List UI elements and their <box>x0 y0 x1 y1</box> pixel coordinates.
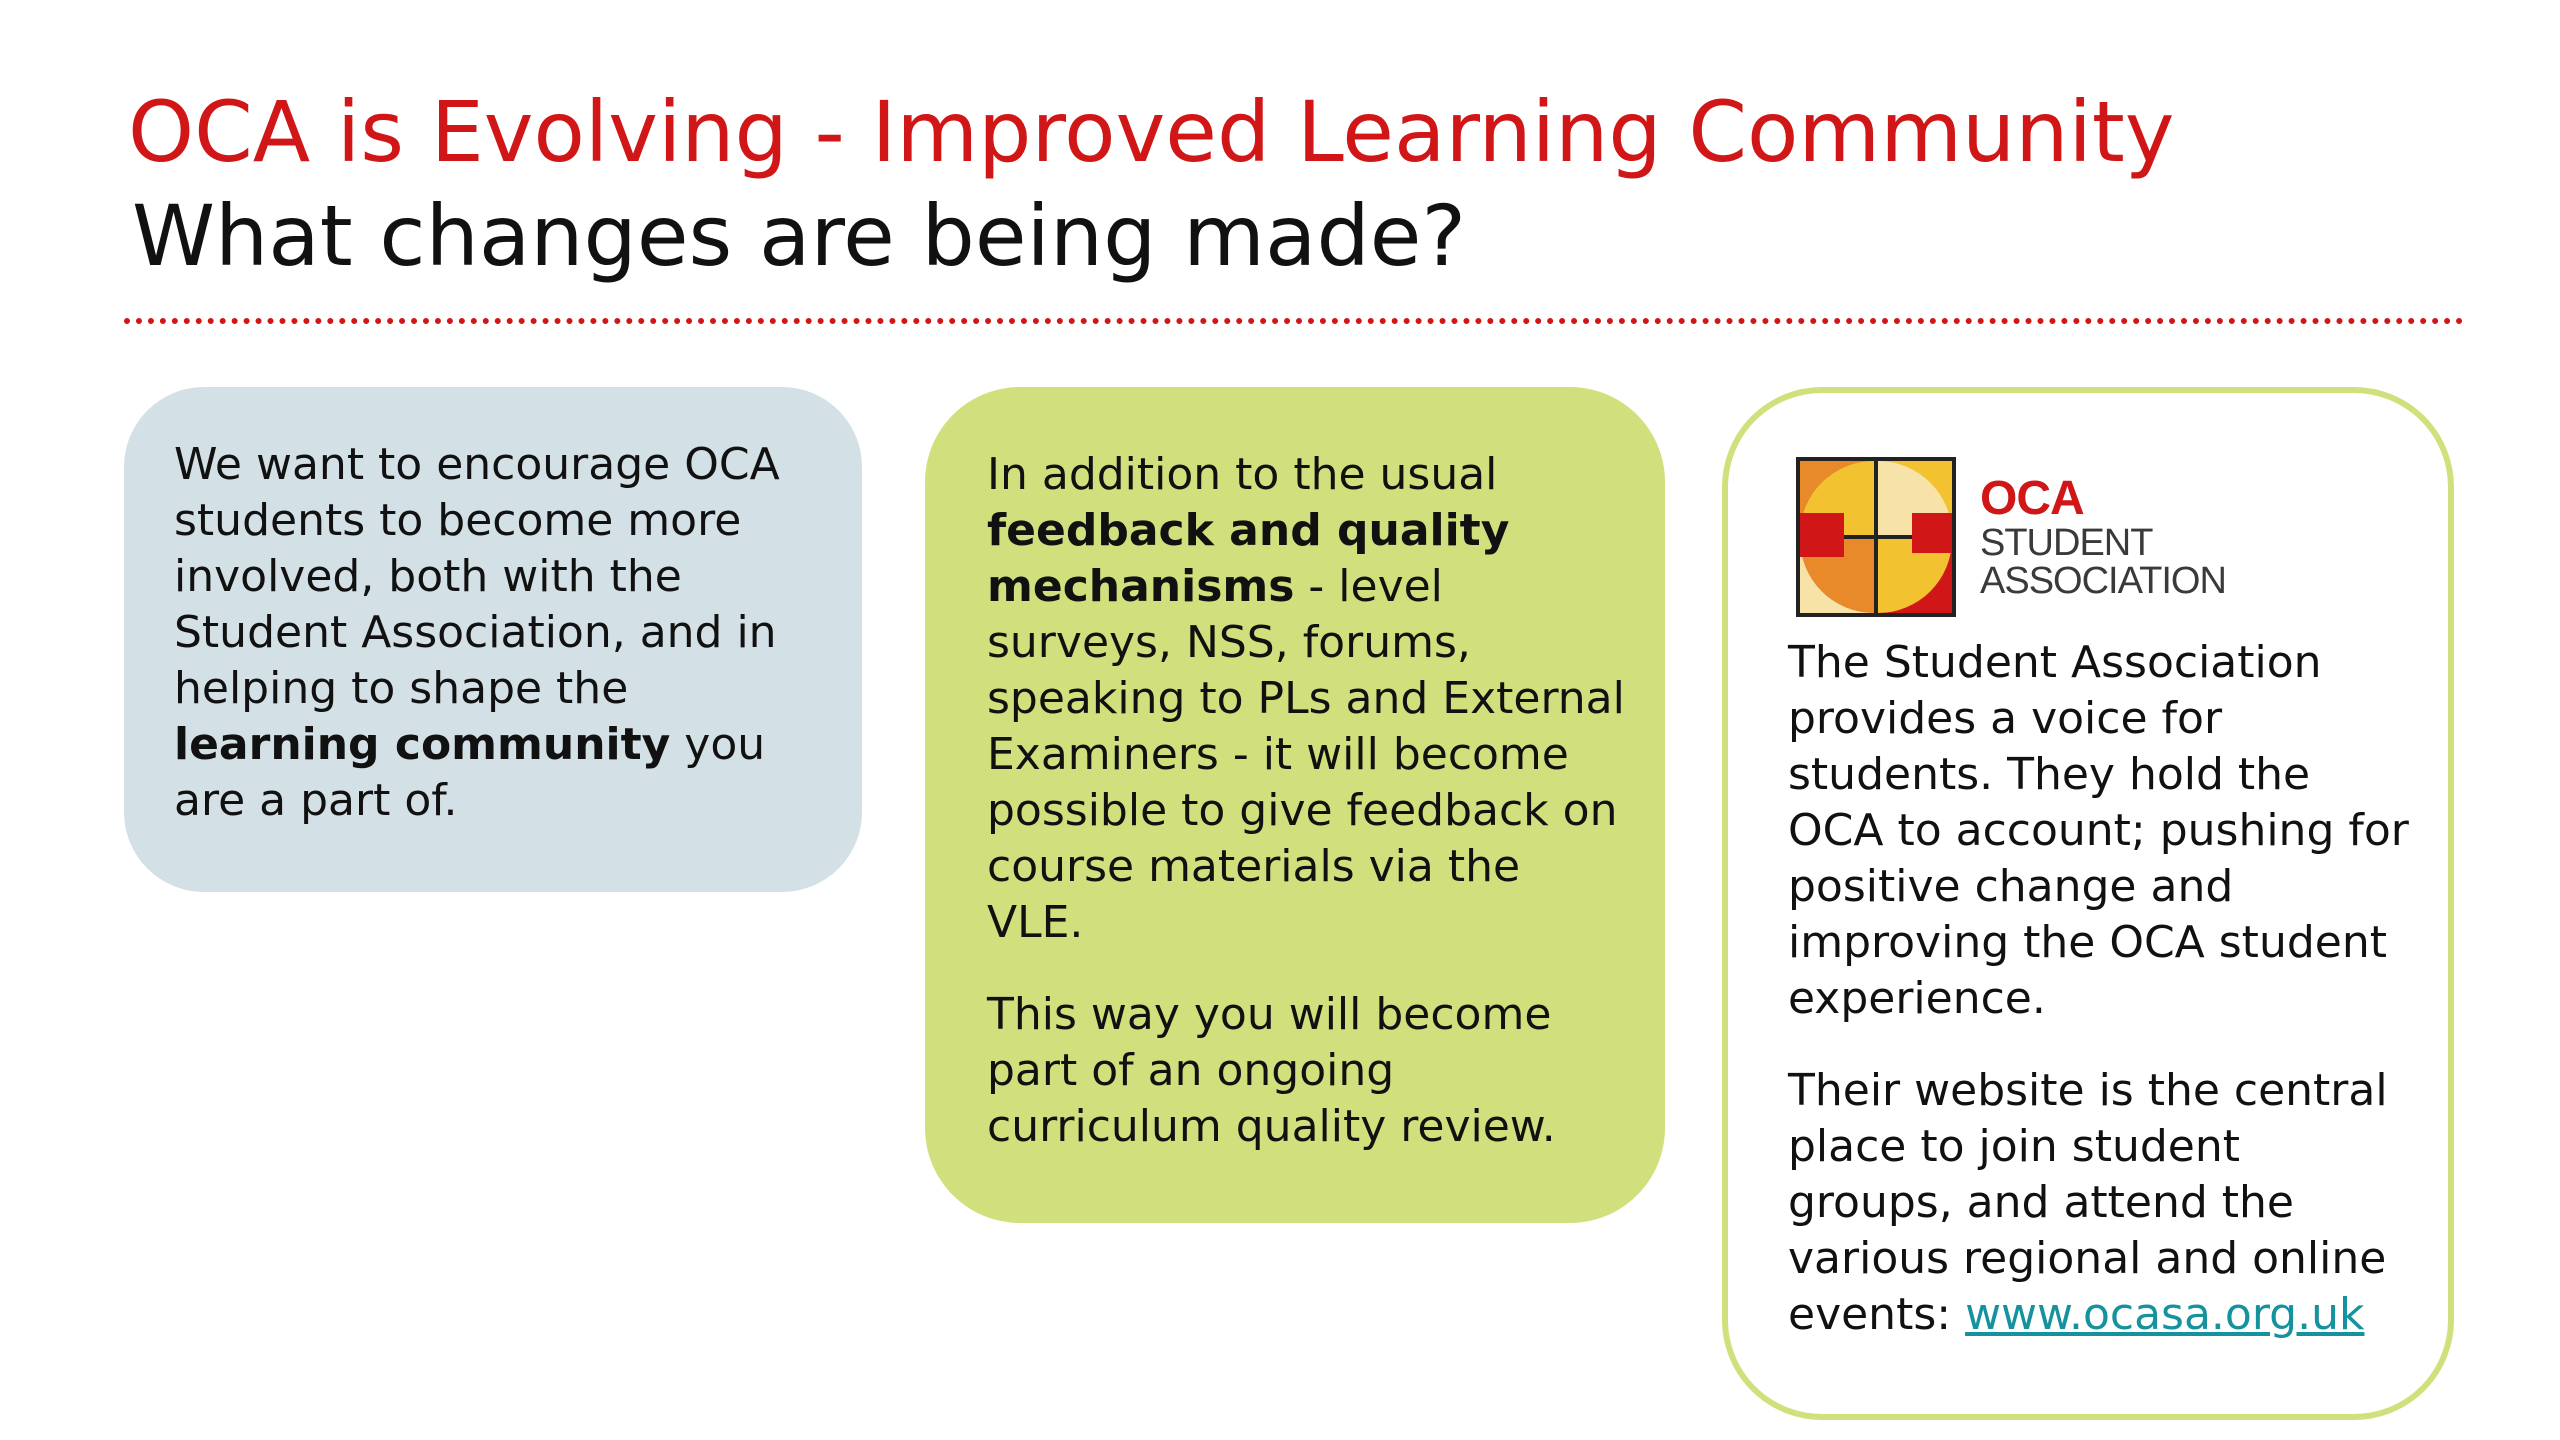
text-segment: you are a part of. <box>174 719 766 826</box>
card-feedback-closing: This way you will become part of an ongoing curriculum quality review. <box>987 989 1556 1152</box>
card-involvement-text <box>174 437 814 829</box>
card-association-description: The Student Association provides a voice for students. They hold the OCA to account; pushing for positive change and improving the OCA student experience. <box>1788 637 2409 1024</box>
logo-association-word: ASSOCIATION <box>1980 560 2226 602</box>
logo-text <box>1980 474 2226 600</box>
text-segment: In addition to the usual <box>987 449 1498 500</box>
card-association-website <box>1788 1063 2418 1343</box>
dotted-divider <box>124 318 2464 324</box>
text-segment: We want to encourage OCA students to become more involved, both with the Student Association, and in helping to shape the <box>174 439 780 714</box>
card-feedback-text <box>987 447 1625 951</box>
text-segment: Their website is the central place to join student groups, and attend the various regional and online events: <box>1788 1065 2388 1340</box>
card-student-association <box>1722 387 2454 1420</box>
text-segment: - level surveys, NSS, forums, speaking to PLs and External Examiners - it will become possible to give feedback on course materials via the VLE. <box>987 561 1625 948</box>
card-feedback <box>925 387 1665 1223</box>
oca-student-association-logo <box>1796 457 2418 617</box>
slide-title: OCA is Evolving - Improved Learning Community <box>128 83 2175 181</box>
card-involvement <box>124 387 862 892</box>
logo-mosaic-icon <box>1796 457 1956 617</box>
logo-student-word: STUDENT <box>1980 522 2153 564</box>
logo-oca-word: OCA <box>1980 472 2084 525</box>
ocasa-website-link[interactable]: www.ocasa.org.uk <box>1965 1289 2365 1340</box>
bold-segment: learning community <box>174 719 671 770</box>
bold-segment: feedback and quality mechanisms <box>987 505 1510 612</box>
slide-subtitle: What changes are being made? <box>132 187 1467 285</box>
